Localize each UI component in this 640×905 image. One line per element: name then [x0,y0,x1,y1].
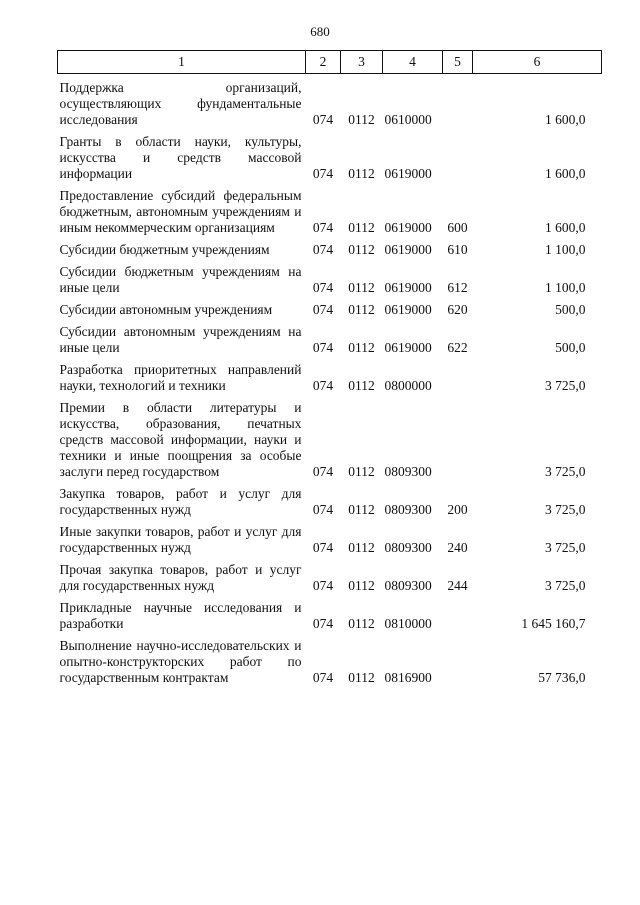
row-name: Иные закупки товаров, работ и услуг для государственных нужд [59,524,302,555]
row-section-code: 0112 [348,280,375,295]
row-section-code: 0112 [348,464,375,479]
row-section-code: 0112 [348,670,375,685]
row-expense-type: 612 [447,280,468,295]
row-amount: 1 600,0 [545,112,586,127]
row-amount: 3 725,0 [545,540,586,555]
row-target-article: 0619000 [384,340,432,355]
column-header-3: 3 [341,51,383,74]
row-expense-type: 622 [447,340,468,355]
row-target-article: 0816900 [384,670,432,685]
row-amount: 1 100,0 [545,280,586,295]
table-header-row [58,51,602,74]
row-target-article: 0619000 [384,280,432,295]
table-row [58,518,602,556]
table-row [58,594,602,632]
table-row [58,296,602,318]
column-header-4: 4 [383,51,443,74]
table-row [58,356,602,394]
row-section-code: 0112 [348,242,375,257]
table-row [58,556,602,594]
row-expense-type [443,128,473,182]
table-row [58,182,602,236]
row-section-code: 0112 [348,166,375,181]
row-amount: 1 100,0 [545,242,586,257]
row-amount: 3 725,0 [545,578,586,593]
row-target-article: 0809300 [384,578,432,593]
row-target-article: 0619000 [384,302,432,317]
row-amount: 3 725,0 [545,378,586,393]
row-section-code: 0112 [348,220,375,235]
row-amount: 57 736,0 [538,670,586,685]
table-row [58,236,602,258]
row-section-code: 0112 [348,540,375,555]
row-amount: 1 600,0 [545,220,586,235]
row-expense-type: 610 [447,242,468,257]
row-target-article: 0619000 [384,242,432,257]
table-row [58,480,602,518]
row-expense-type: 600 [447,220,468,235]
row-ministry-code: 074 [312,616,334,631]
row-name: Субсидии бюджетным учреждениям на иные цели [59,264,302,295]
row-ministry-code: 074 [312,464,334,479]
row-ministry-code: 074 [312,166,334,181]
row-section-code: 0112 [348,616,375,631]
row-amount: 3 725,0 [545,464,586,479]
row-ministry-code: 074 [312,578,334,593]
row-ministry-code: 074 [312,280,334,295]
row-ministry-code: 074 [312,112,334,127]
row-expense-type: 240 [447,540,468,555]
row-target-article: 0800000 [384,378,432,393]
row-target-article: 0809300 [384,464,432,479]
row-name: Прочая закупка товаров, работ и услуг для государственных нужд [59,562,302,593]
row-ministry-code: 074 [312,670,334,685]
row-name: Субсидии автономным учреждениям на иные цели [59,324,302,355]
table-row [58,318,602,356]
row-name: Премии в области литературы и искусства, образования, печатных средств массовой информации, науки и техники и иные поощрения за особые заслуги перед государством [59,400,302,479]
row-expense-type: 620 [447,302,468,317]
column-header-5: 5 [443,51,473,74]
row-name: Предоставление субсидий федеральным бюджетным, автономным учреждениям и иным некоммерческим организациям [59,188,302,235]
row-target-article: 0619000 [384,166,432,181]
row-name: Прикладные научные исследования и разработки [59,600,302,631]
row-target-article: 0809300 [384,540,432,555]
row-target-article: 0809300 [384,502,432,517]
row-ministry-code: 074 [312,340,334,355]
row-expense-type [443,356,473,394]
table-row [58,258,602,296]
row-ministry-code: 074 [312,502,334,517]
row-ministry-code: 074 [312,378,334,393]
row-name: Разработка приоритетных направлений науки, технологий и техники [59,362,302,393]
row-target-article: 0810000 [384,616,432,631]
page-number: 680 [310,24,330,39]
row-name: Закупка товаров, работ и услуг для государственных нужд [59,486,302,517]
row-ministry-code: 074 [312,220,334,235]
row-ministry-code: 074 [312,540,334,555]
row-section-code: 0112 [348,502,375,517]
row-section-code: 0112 [348,378,375,393]
row-target-article: 0610000 [384,112,432,127]
column-header-1: 1 [58,51,306,74]
row-expense-type [443,74,473,129]
table-row [58,128,602,182]
row-name: Поддержка организаций, осуществляющих фундаментальные исследования [59,80,302,127]
row-amount: 3 725,0 [545,502,586,517]
table-row [58,632,602,686]
table-row [58,394,602,480]
row-section-code: 0112 [348,112,375,127]
row-amount: 1 645 160,7 [521,616,586,631]
row-expense-type [443,394,473,480]
row-name: Гранты в области науки, культуры, искусства и средств массовой информации [59,134,302,181]
row-section-code: 0112 [348,302,375,317]
row-amount: 1 600,0 [545,166,586,181]
row-ministry-code: 074 [312,242,334,257]
row-expense-type [443,594,473,632]
row-name: Субсидии автономным учреждениям [59,302,273,317]
row-target-article: 0619000 [384,220,432,235]
row-section-code: 0112 [348,340,375,355]
row-amount: 500,0 [555,340,586,355]
row-name: Субсидии бюджетным учреждениям [59,242,270,257]
budget-table [57,50,602,686]
row-section-code: 0112 [348,578,375,593]
column-header-2: 2 [306,51,341,74]
table-row [58,74,602,129]
column-header-6: 6 [473,51,602,74]
row-expense-type: 200 [447,502,468,517]
row-expense-type: 244 [447,578,468,593]
row-expense-type [443,632,473,686]
row-amount: 500,0 [555,302,586,317]
row-name: Выполнение научно-исследовательских и опытно-конструкторских работ по государственным контрактам [59,638,302,685]
row-ministry-code: 074 [312,302,334,317]
